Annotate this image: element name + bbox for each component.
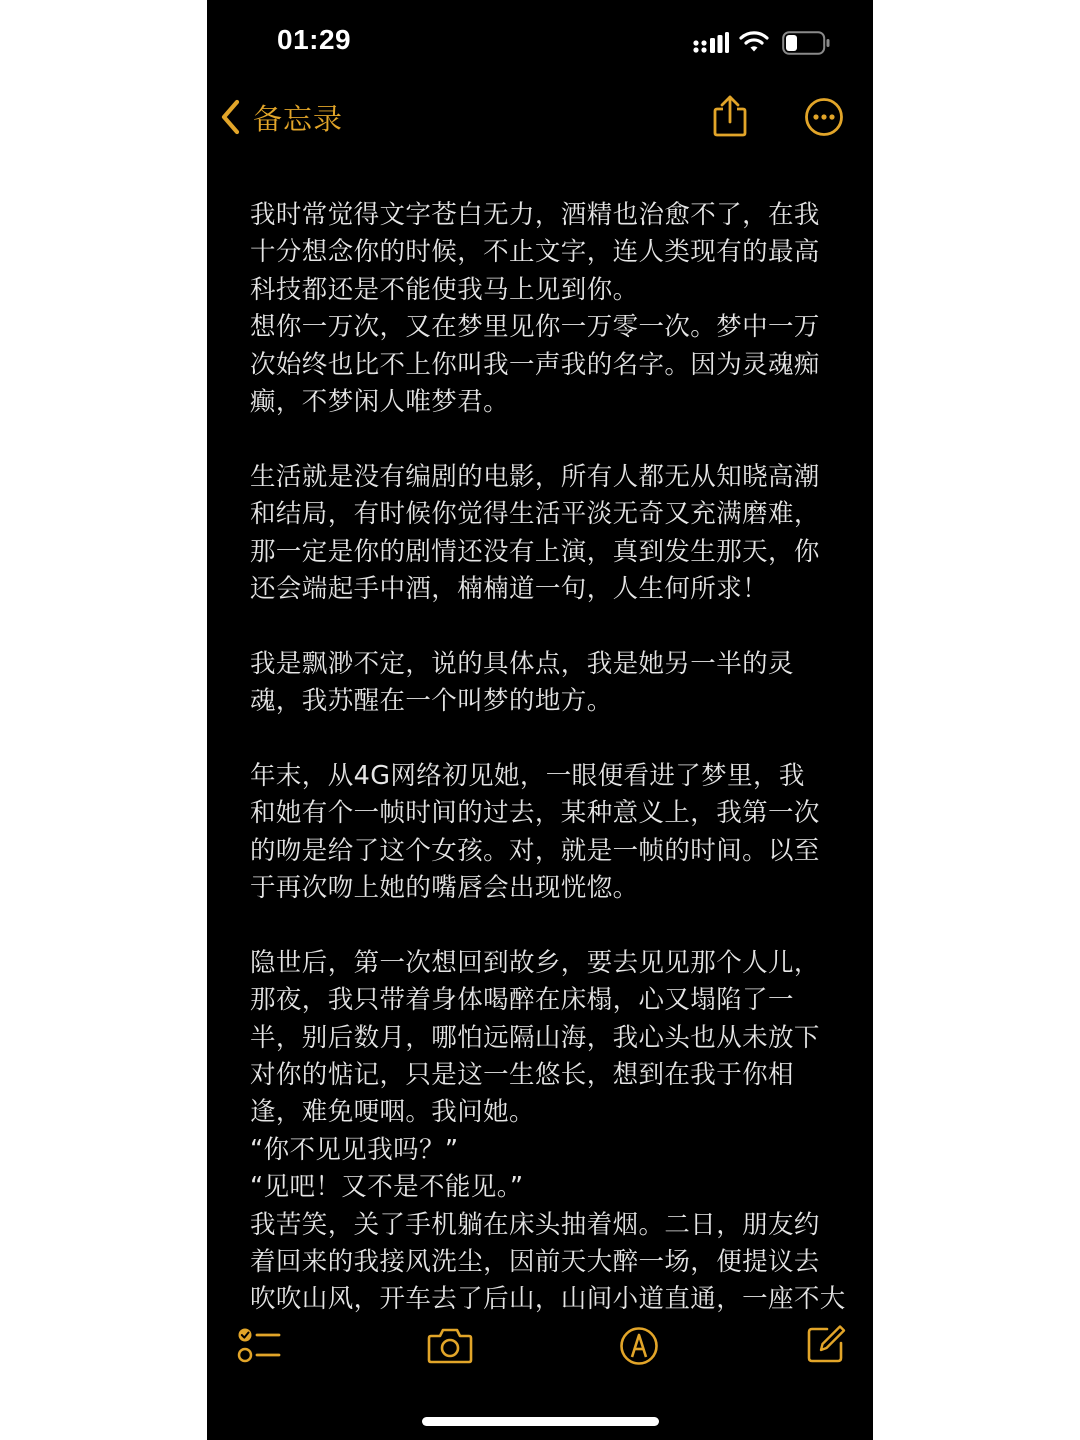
- note-blank-line: [250, 720, 835, 757]
- note-line: 的吻是给了这个女孩。对，就是一帧的时间。以至: [250, 835, 820, 866]
- note-line: 和她有个一帧时间的过去，某种意义上，我第一次: [250, 798, 820, 829]
- chevron-left-icon: [219, 99, 241, 135]
- note-line: 生活就是没有编剧的电影，所有人都无从知晓高潮: [250, 461, 820, 492]
- note-blank-line: [250, 907, 835, 944]
- status-time: 01:29: [277, 24, 352, 55]
- note-line: 我是飘渺不定，说的具体点，我是她另一半的灵: [250, 648, 794, 679]
- phone-screen: [207, 0, 873, 1440]
- note-line: 我苦笑，关了手机躺在床头抽着烟。二日，朋友约: [250, 1209, 820, 1240]
- camera-icon[interactable]: [427, 1326, 473, 1364]
- signal-icon: [693, 32, 729, 54]
- note-line: 次始终也比不上你叫我一声我的名字。因为灵魂痴: [250, 349, 820, 380]
- note-line: “见吧！又不是不能见。”: [250, 1172, 524, 1203]
- note-line: 那一定是你的剧情还没有上演，真到发生那天，你: [250, 536, 820, 567]
- note-line: 隐世后，第一次想回到故乡，要去见见那个人儿，: [250, 947, 820, 978]
- share-icon[interactable]: [710, 94, 750, 138]
- back-button[interactable]: [219, 92, 343, 142]
- note-line: 癫，不梦闲人唯梦君。: [250, 386, 510, 417]
- note-line: 还会端起手中酒，楠楠道一句，人生何所求！: [250, 573, 769, 604]
- ellipsis-circle-icon[interactable]: [804, 97, 844, 137]
- home-indicator[interactable]: [422, 1417, 659, 1426]
- note-line: 我时常觉得文字苍白无力，酒精也治愈不了，在我: [250, 200, 820, 230]
- note-line: 半，别后数月，哪怕远隔山海，我心头也从未放下: [250, 1022, 820, 1053]
- note-line: 年末，从4G网络初见她，一眼便看进了梦里，我: [250, 760, 805, 791]
- note-body[interactable]: [250, 197, 846, 1315]
- note-line: 逢，难免哽咽。我问她。: [250, 1097, 535, 1128]
- note-line: 科技都还是不能使我马上见到你。: [250, 274, 639, 305]
- note-line: 吹吹山风，开车去了后山，山间小道直通，一座不大: [250, 1284, 846, 1315]
- compose-icon[interactable]: [805, 1323, 847, 1365]
- note-blank-line: [250, 421, 835, 458]
- wifi-icon: [739, 30, 769, 52]
- note-line: “你不见见我吗？”: [250, 1134, 459, 1165]
- markup-pen-icon[interactable]: [619, 1326, 659, 1366]
- note-line: 想你一万次，又在梦里见你一万零一次。梦中一万: [250, 312, 820, 343]
- note-line: 着回来的我接风洗尘，因前天大醉一场，便提议去: [250, 1246, 820, 1277]
- note-blank-line: [250, 608, 835, 645]
- note-line: 那夜，我只带着身体喝醉在床榻，心又塌陷了一: [250, 985, 794, 1016]
- note-line: 对你的惦记，只是这一生悠长，想到在我于你相: [250, 1059, 794, 1090]
- note-line: 魂，我苏醒在一个叫梦的地方。: [250, 686, 613, 717]
- note-line: 于再次吻上她的嘴唇会出现恍惚。: [250, 873, 639, 904]
- battery-icon: [782, 31, 830, 55]
- note-line: 和结局，有时候你觉得生活平淡无奇又充满磨难，: [250, 499, 820, 530]
- checklist-icon[interactable]: [237, 1325, 281, 1365]
- note-line: 十分想念你的时候，不止文字，连人类现有的最高: [250, 237, 820, 268]
- back-label: 备忘录: [253, 101, 344, 136]
